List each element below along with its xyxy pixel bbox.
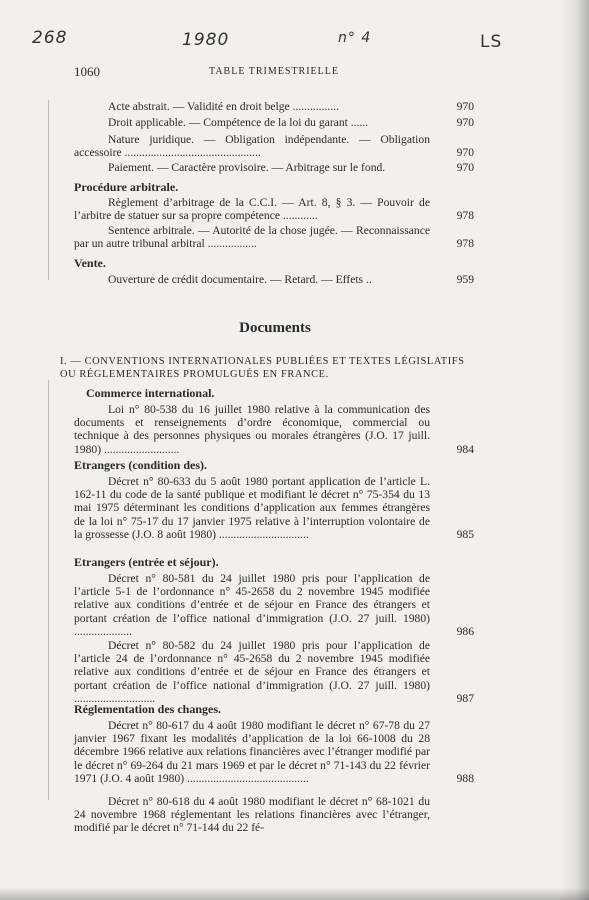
section-heading: Vente. [74,256,106,270]
index-entry: Droit applicable. — Compétence de la loi du garant ...... 970 [108,116,474,129]
page-number: 1060 [74,64,100,79]
handwritten-annotation-right: LS [480,32,503,52]
section-heading: Etrangers (entrée et séjour). [74,555,219,569]
margin-line [48,380,49,800]
page-ref: 984 [456,442,474,456]
page-ref: 970 [456,161,474,174]
page-ref: 985 [456,527,474,541]
page-edge-shadow [0,888,589,900]
index-entry: Décret n° 80-582 du 24 juillet 1980 pris pour l’application de l’article 24 de l’ordonnance n° 45-2658 du 2 novembre 1945 modifiée relative aux conditions d’entrée et de séjour en France des étrangers et portant création de l’office national d’immigration (J.O. 27 juill. 1980) ............................ 987 [74,639,474,705]
documents-title: Documents [239,320,311,336]
index-entry: Décret n° 80-633 du 5 août 1980 portant application de l’article L. 162-11 du code de la santé publique et modifiant le décret n° 75-354 du 13 mai 1975 déterminant les conditions d’application aux femmes étrangères de la loi n° 75-17 du 17 janvier 1975 relative à l’interruption volontaire de la grossesse (J.O. 8 août 1980) ............................... 985 [74,475,474,541]
index-entry: Paiement. — Caractère provisoire. — Arbitrage sur le fond. 970 [108,161,474,174]
index-entry: Ouverture de crédit documentaire. — Retard. — Effets .. 959 [108,273,474,286]
page-ref: 970 [456,100,474,113]
page-ref: 978 [456,237,474,251]
handwritten-annotation-year: 1980 [182,30,230,50]
section-heading: Réglementation des changes. [74,702,221,716]
page-ref: 988 [456,771,474,785]
handwritten-annotation-left: 268 [32,28,68,48]
index-entry: Acte abstrait. — Validité en droit belge ................ 970 [108,100,474,113]
handwritten-annotation-number: n° 4 [338,30,372,46]
margin-line [48,100,49,280]
index-entry: Règlement d’arbitrage de la C.C.I. — Art. 8, § 3. — Pouvoir de l’arbitre de statuer sur sa propre compétence ............ 978 [74,196,474,223]
page-ref: 978 [456,209,474,223]
index-entry: Décret n° 80-617 du 4 août 1980 modifiant le décret n° 67-78 du 27 janvier 1967 fixant les modalités d’application de la loi 66-1008 du 28 décembre 1966 relative aux relations financières avec l’étranger modifié par le décret n° 69-264 du 21 mars 1969 et par le décret n° 71-143 du 22 février 1971 (J.O. 4 août 1980) .......................................... 988 [74,719,474,785]
page-ref: 970 [456,116,474,129]
section-roman-heading: I. — CONVENTIONS INTERNATIONALES PUBLIÉES ET TEXTES LÉGISLATIFS OU RÉGLEMENTAIRES PROMULGUÉS EN FRANCE. [60,356,465,380]
index-entry: Décret n° 80-618 du 4 août 1980 modifiant le décret n° 68-1021 du 24 novembre 1968 réglementant les relations financières avec l’étranger, modifié par le décret n° 71-144 du 22 fé- [74,795,430,835]
index-entry: Sentence arbitrale. — Autorité de la chose jugée. — Reconnaissance par un autre tribunal arbitral ................. 978 [74,224,474,251]
index-entry: Décret n° 80-581 du 24 juillet 1980 pris pour l’application de l’article 5-1 de l’ordonnance n° 45-2658 du 2 novembre 1945 modifiée relative aux conditions d’entrée et de séjour en France des étrangers et portant création de l’office national d’immigration (J.O. 27 juill. 1980) .................... 986 [74,572,474,638]
section-heading: Etrangers (condition des). [74,458,207,472]
page-edge-shadow [559,0,589,900]
page-ref: 970 [456,146,474,160]
page-ref: 986 [456,624,474,638]
running-head: TABLE TRIMESTRIELLE [209,66,339,77]
page-ref: 959 [456,273,474,286]
section-heading: Procédure arbitrale. [74,180,179,194]
section-heading: Commerce international. [86,386,215,400]
index-entry: Loi n° 80-538 du 16 juillet 1980 relative à la communication des documents et renseignements d’ordre économique, commercial ou technique à des personnes physiques ou morales étrangères (J.O. 17 juill. 1980) .......................... 984 [74,403,474,456]
index-entry: Nature juridique. — Obligation indépendante. — Obligation accessoire ............................................... 970 [74,133,474,160]
page-ref: 987 [456,691,474,705]
